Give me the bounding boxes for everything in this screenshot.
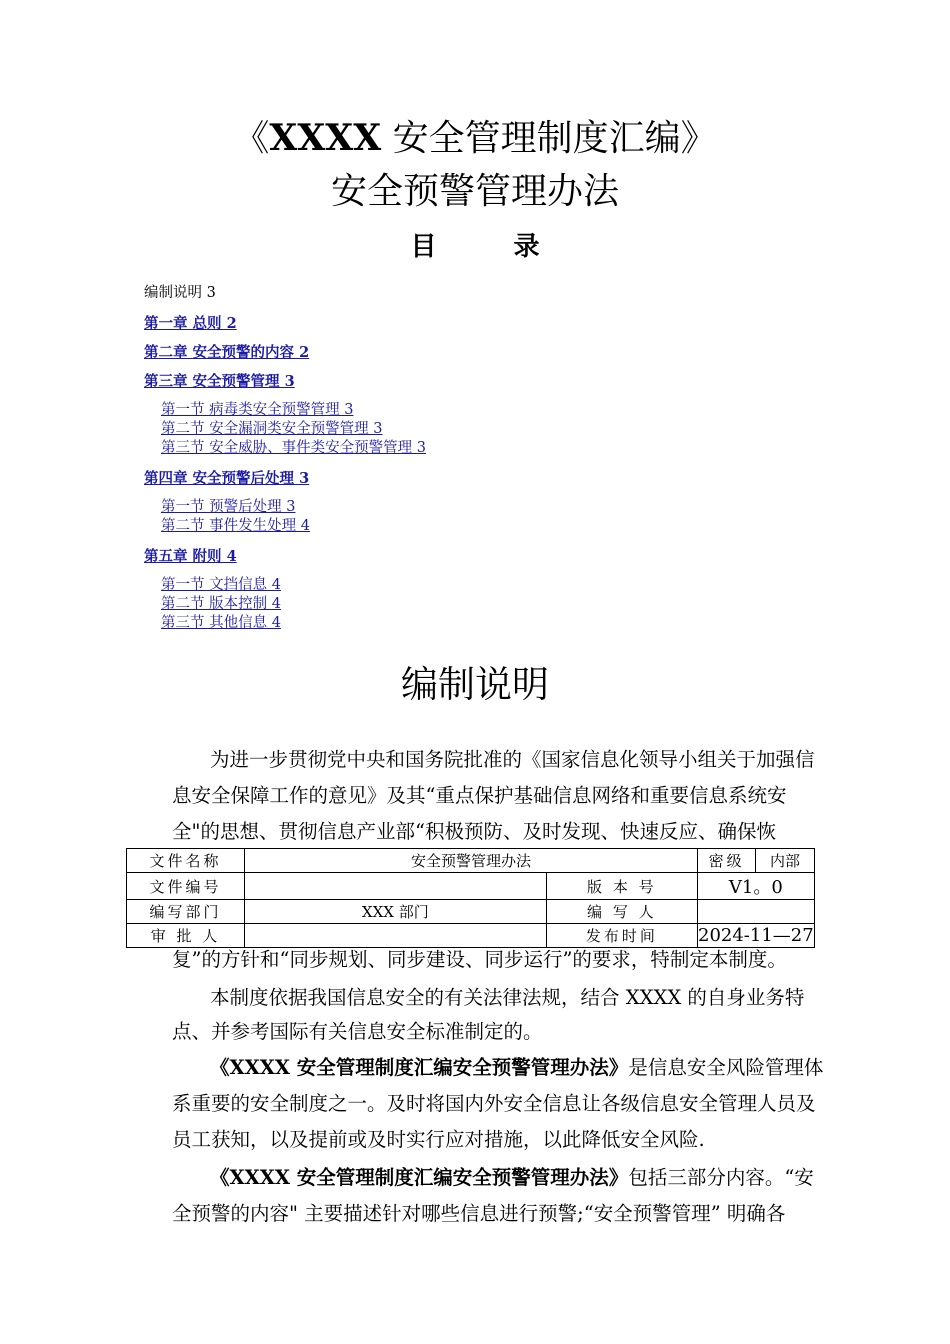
toc-link-ch4-sec-1[interactable]: 第一节 预警后处理 3 xyxy=(161,499,296,515)
toc-item-preface: 编制说明 3 xyxy=(144,285,216,301)
document-title xyxy=(0,112,950,165)
version-label: 版 本 号 xyxy=(546,873,697,900)
paragraph-line: 系重要的安全制度之一。及时将国内外安全信息让各级信息安全管理人员及 xyxy=(172,1092,816,1115)
paragraph-line: 本制度依据我国信息安全的有关法律法规，结合 XXXX 的自身业务特 xyxy=(210,986,805,1009)
paragraph-line: 员工获知，以及提前或及时实行应对措施，以此降低安全风险. xyxy=(172,1128,705,1151)
title-org-code: XXXX xyxy=(269,117,382,159)
version-value: V1。0 xyxy=(698,873,815,900)
paragraph-text: 包括三部分内容。“安 xyxy=(628,1166,814,1189)
secret-level-label: 密级 xyxy=(698,849,756,873)
toc-link-chapter-1[interactable]: 第一章 总则 2 xyxy=(144,315,237,332)
toc-heading: 目 录 xyxy=(410,232,574,262)
document-subtitle: 安全预警管理办法 xyxy=(330,171,619,212)
regulation-name: 《XXXX 安全管理制度汇编安全预警管理办法》 xyxy=(210,1056,629,1079)
title-collection-name: 安全管理制度汇编》 xyxy=(381,118,717,159)
paragraph-text: 是信息安全风险管理体 xyxy=(628,1056,824,1079)
toc-link-chapter-2[interactable]: 第二章 安全预警的内容 2 xyxy=(144,344,310,361)
approver-label: 审 批 人 xyxy=(127,924,245,948)
paragraph-purpose xyxy=(172,742,815,852)
paragraph-line: 复”的方针和“同步规划、同步建设、同步运行”的要求，特制定本制度。 xyxy=(172,948,787,971)
release-date-label: 发布时间 xyxy=(546,924,697,948)
body-continued xyxy=(172,942,824,1242)
author-label: 编 写 人 xyxy=(546,900,697,924)
toc-link-ch3-sec-3[interactable]: 第三节 安全威胁、事件类安全预警管理 3 xyxy=(161,440,426,456)
toc-link-chapter-4[interactable]: 第四章 安全预警后处理 3 xyxy=(144,470,310,487)
author-value xyxy=(698,900,815,924)
paragraph-line: 全预警的内容" 主要描述针对哪些信息进行预警;“安全预警管理” 明确各 xyxy=(172,1202,786,1225)
doc-name-value: 安全预警管理办法 xyxy=(245,849,698,873)
dept-label: 编写部门 xyxy=(127,900,245,924)
doc-name-label: 文件名称 xyxy=(127,849,245,873)
toc-link-ch4-sec-2[interactable]: 第二节 事件发生处理 4 xyxy=(161,518,310,534)
paragraph-line: 为进一步贯彻党中央和国务院批准的《国家信息化领导小组关于加强信 xyxy=(210,748,815,771)
paragraph-line: 点、并参考国际有关信息安全标准制定的。 xyxy=(172,1020,543,1043)
regulation-name: 《XXXX 安全管理制度汇编安全预警管理办法》 xyxy=(210,1166,629,1189)
title-open-bracket: 《 xyxy=(233,118,270,159)
paragraph-line: 息安全保障工作的意见》及其“重点保护基础信息网络和重要信息系统安 xyxy=(172,784,787,807)
toc-link-ch3-sec-1[interactable]: 第一节 病毒类安全预警管理 3 xyxy=(161,402,354,418)
paragraph-line xyxy=(210,1050,823,1086)
secret-level-value: 内部 xyxy=(756,849,814,873)
toc-link-chapter-5[interactable]: 第五章 附则 4 xyxy=(144,548,237,565)
toc-link-ch3-sec-2[interactable]: 第二节 安全漏洞类安全预警管理 3 xyxy=(161,421,383,437)
section-title-preface: 编制说明 xyxy=(401,663,549,706)
dept-value: XXX 部门 xyxy=(245,900,547,924)
paragraph-line: 全"的思想、贯彻信息产业部“积极预防、及时发现、快速反应、确保恢 xyxy=(172,820,776,843)
toc-link-ch5-sec-3[interactable]: 第三节 其他信息 4 xyxy=(161,615,281,631)
toc-link-chapter-3[interactable]: 第三章 安全预警管理 3 xyxy=(144,373,295,390)
document-info-table xyxy=(126,848,815,948)
toc-link-ch5-sec-1[interactable]: 第一节 文挡信息 4 xyxy=(161,577,281,593)
paragraph-line xyxy=(210,1160,814,1196)
toc-link-ch5-sec-2[interactable]: 第二节 版本控制 4 xyxy=(161,596,281,612)
doc-number-label: 文件编号 xyxy=(127,873,245,900)
release-date-value: 2024-11—27 xyxy=(698,925,814,946)
doc-number-value xyxy=(245,873,547,900)
